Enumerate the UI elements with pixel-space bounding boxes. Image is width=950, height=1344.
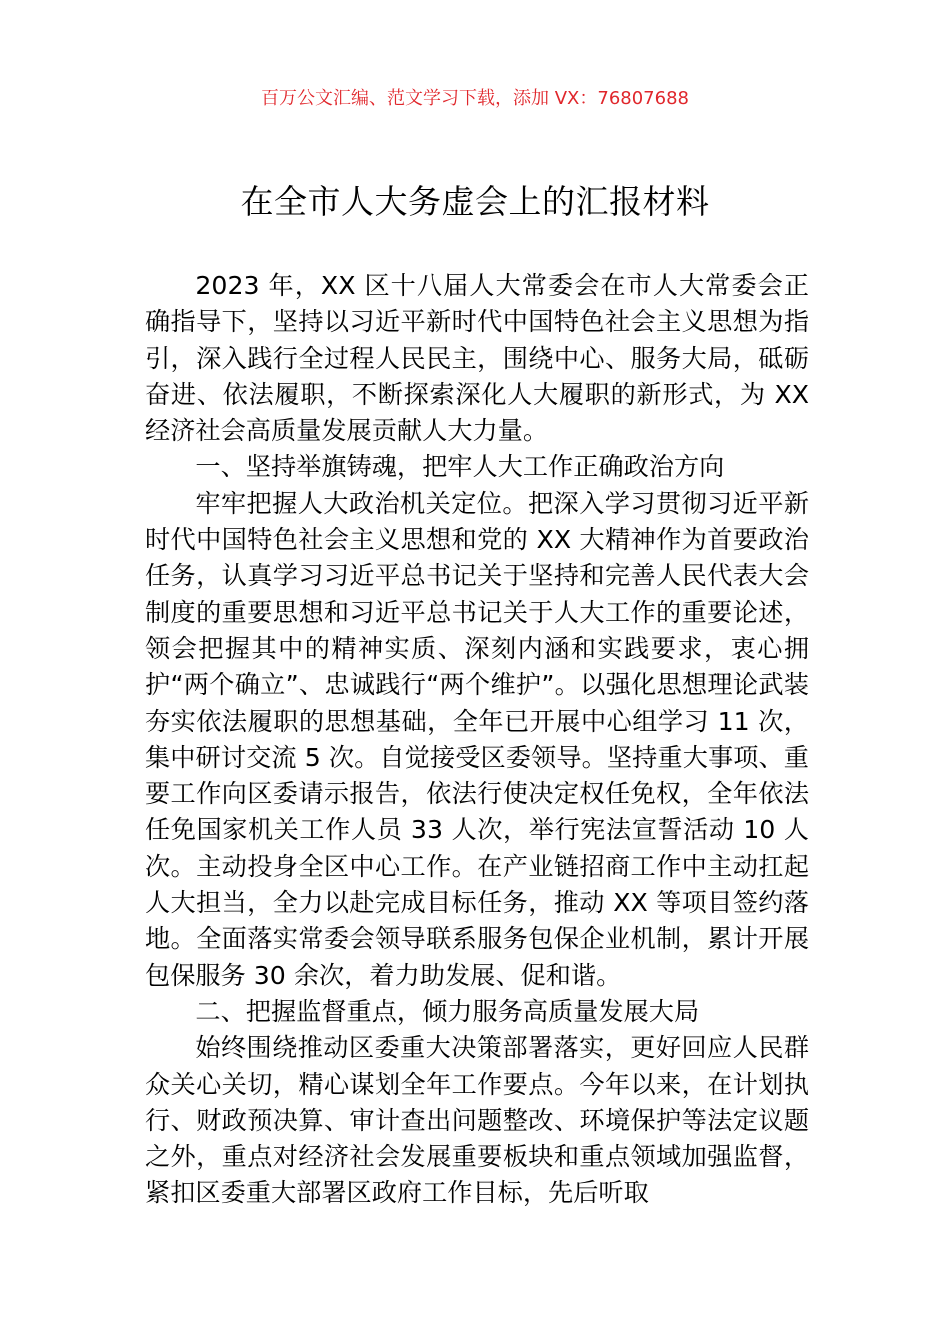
section-heading-1: 一、坚持举旗铸魂，把牢人大工作正确政治方向 bbox=[195, 452, 725, 482]
paragraph-intro: 2023 年，XX 区十八届人大常委会在市人大常委会正确指导下，坚持以习近平新时代中国特色社会主义思想为指引，深入践行全过程人民民主，围绕中心、服务大局，砥砺奋进、依法履职，不断探索深化人大履职的新形式，为 XX 经济社会高质量发展贡献人大力量。 bbox=[145, 271, 809, 446]
document-body bbox=[145, 268, 809, 1212]
paragraph-section-1: 牢牢把握人大政治机关定位。把深入学习贯彻习近平新时代中国特色社会主义思想和党的 XX 大精神作为首要政治任务，认真学习习近平总书记关于坚持和完善人民代表大会制度的重要思想和习近平总书记关于人大工作的重要论述，领会把握其中的精神实质、深刻内涵和实践要求，衷心拥护“两个确立”、忠诚践行“两个维护”。以强化思想理论武装夯实依法履职的思想基础，全年已开展中心组学习 11 次，集中研讨交流 5 次。自觉接受区委领导。坚持重大事项、重要工作向区委请示报告，依法行使决定权任免权，全年依法任免国家机关工作人员 33 人次，举行宪法宣誓活动 10 人次。主动投身全区中心工作。在产业链招商工作中主动扛起人大担当，全力以赴完成目标任务，推动 XX 等项目签约落地。全面落实常委会领导联系服务包保企业机制，累计开展包保服务 30 余次，着力助发展、促和谐。 bbox=[145, 488, 809, 990]
document-title: 在全市人大务虚会上的汇报材料 bbox=[240, 182, 710, 221]
section-heading-2: 二、把握监督重点，倾力服务高质量发展大局 bbox=[195, 996, 700, 1026]
watermark-banner: 百万公文汇编、范文学习下载，添加 VX：76807688 bbox=[261, 88, 689, 109]
paragraph-section-2: 始终围绕推动区委重大决策部署落实，更好回应人民群众关心关切，精心谋划全年工作要点。今年以来，在计划执行、财政预决算、审计查出问题整改、环境保护等法定议题之外，重点对经济社会发展重要板块和重点领域加强监督，紧扣区委重大部署区政府工作目标，先后听取 bbox=[145, 1033, 809, 1208]
